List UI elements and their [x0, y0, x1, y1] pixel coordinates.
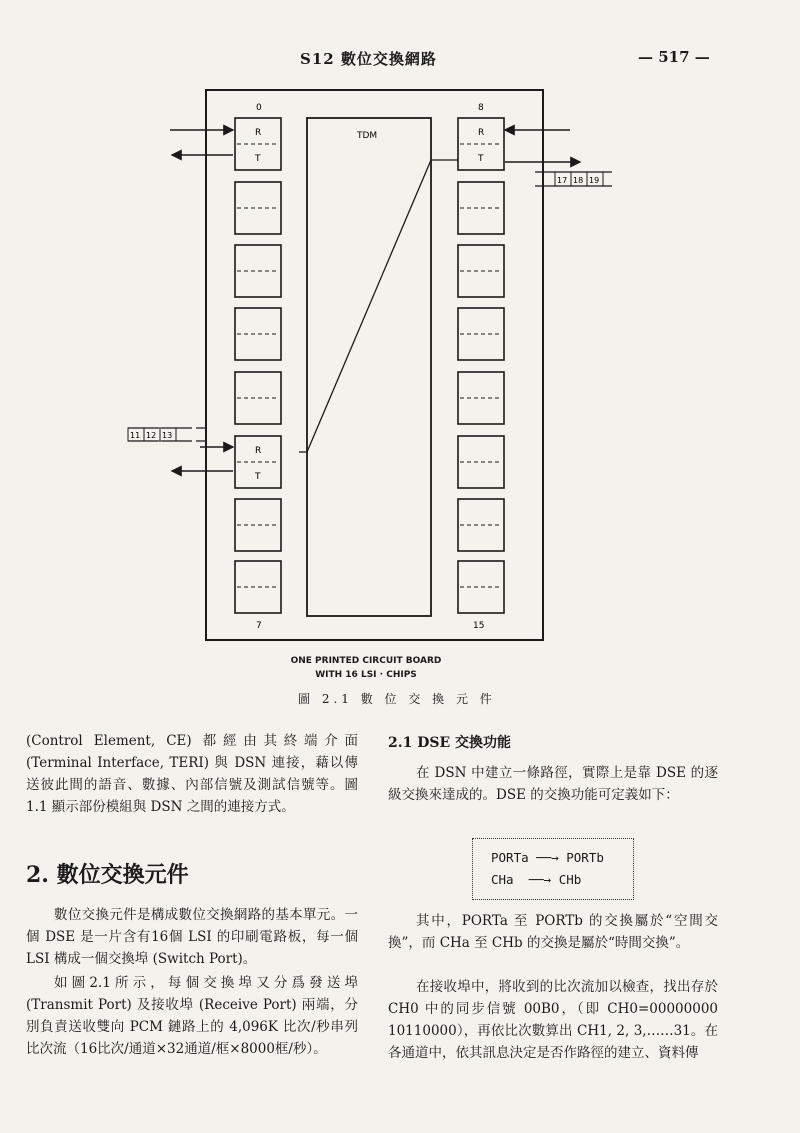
port-number-7: 7 — [256, 621, 262, 631]
left-port-receive-label-5: R — [255, 446, 262, 456]
in-cell-13: 13 — [162, 431, 173, 440]
subsection-heading: 2.1 DSE 交換功能 — [388, 735, 512, 751]
right-switch-ports — [458, 118, 504, 613]
board-caption-line2: WITH 16 LSI · CHIPS — [315, 670, 417, 680]
left-para-2: 如圖2.1所示，每個交換埠又分爲發送埠 (Transmit Port) 及接收埠 (Receive Port) 兩端，分別負責送收雙向 PCM 鏈路上的 4,096K 比次/秒串列比次流（16比次/通道×32通道/框×8000框/秒）。 — [26, 975, 358, 1057]
formula-line-2: CHa ──→ CHb — [491, 872, 582, 887]
input-bitstream — [128, 428, 205, 441]
board-outline — [206, 90, 543, 640]
out-cell-18: 18 — [573, 176, 584, 185]
left-port-receive-label-0: R — [255, 128, 262, 138]
out-cell-19: 19 — [589, 176, 600, 185]
tdm-bus-box — [307, 118, 431, 616]
section-heading: 2. 數位交換元件 — [26, 862, 189, 888]
running-header-title: S12 數位交換網路 — [300, 50, 437, 68]
formula-line-1: PORTa ──→ PORTb — [491, 850, 604, 865]
left-para-1: 數位交換元件是構成數位交換網路的基本單元。一個 DSE 是一片含有16個 LSI 的印刷電路板，每一個 LSI 構成一個交換埠 (Switch Port)。 — [26, 907, 358, 967]
in-cell-11: 11 — [130, 431, 141, 440]
left-intro-paragraph: (Control Element, CE) 都經由其終端介面 (Terminal Interface, TERI) 與 DSN 連接，藉以傳送彼此間的語音、數據、內部信號及測試信號等。圖 1.1 顯示部份模組與 DSN 之間的連接方式。 — [26, 733, 358, 815]
figure-caption: 圖 2.1 數 位 交 換 元 件 — [298, 692, 496, 706]
output-bitstream — [535, 172, 612, 186]
switch-path-line-b — [307, 160, 431, 452]
tdm-label: TDM — [357, 131, 378, 141]
in-cell-12: 12 — [146, 431, 157, 440]
right-para-2: 其中，PORTa 至 PORTb 的交換屬於“空間交換”，而 CHa 至 CHb 的交換是屬於“時間交換”。 — [388, 913, 718, 951]
port-number-0: 0 — [256, 103, 262, 113]
right-port-transmit-label-8: T — [478, 154, 484, 164]
board-caption-line1: ONE PRINTED CIRCUIT BOARD — [290, 656, 442, 666]
page-number: — 517 — — [638, 48, 710, 66]
out-cell-17: 17 — [557, 176, 568, 185]
left-port-transmit-label-5: T — [255, 472, 261, 482]
right-para-1: 在 DSN 中建立一條路徑，實際上是靠 DSE 的逐級交換來達成的。DSE 的交換功能可定義如下： — [388, 765, 718, 803]
port-number-8: 8 — [478, 103, 484, 113]
right-port-receive-label-8: R — [478, 128, 485, 138]
port-number-15: 15 — [473, 621, 485, 631]
left-switch-ports — [235, 118, 281, 613]
left-port-transmit-label-0: T — [255, 154, 261, 164]
right-para-3: 在接收埠中，將收到的比次流加以檢查，找出存於 CH0 中的同步信號 00B0，（即 CH0=00000000 10110000），再依比次數算出 CH1, 2, 3,……31。在各通道中，依其訊息決定是否作路徑的建立、資料傳 — [388, 979, 718, 1061]
formula-box — [472, 838, 634, 900]
